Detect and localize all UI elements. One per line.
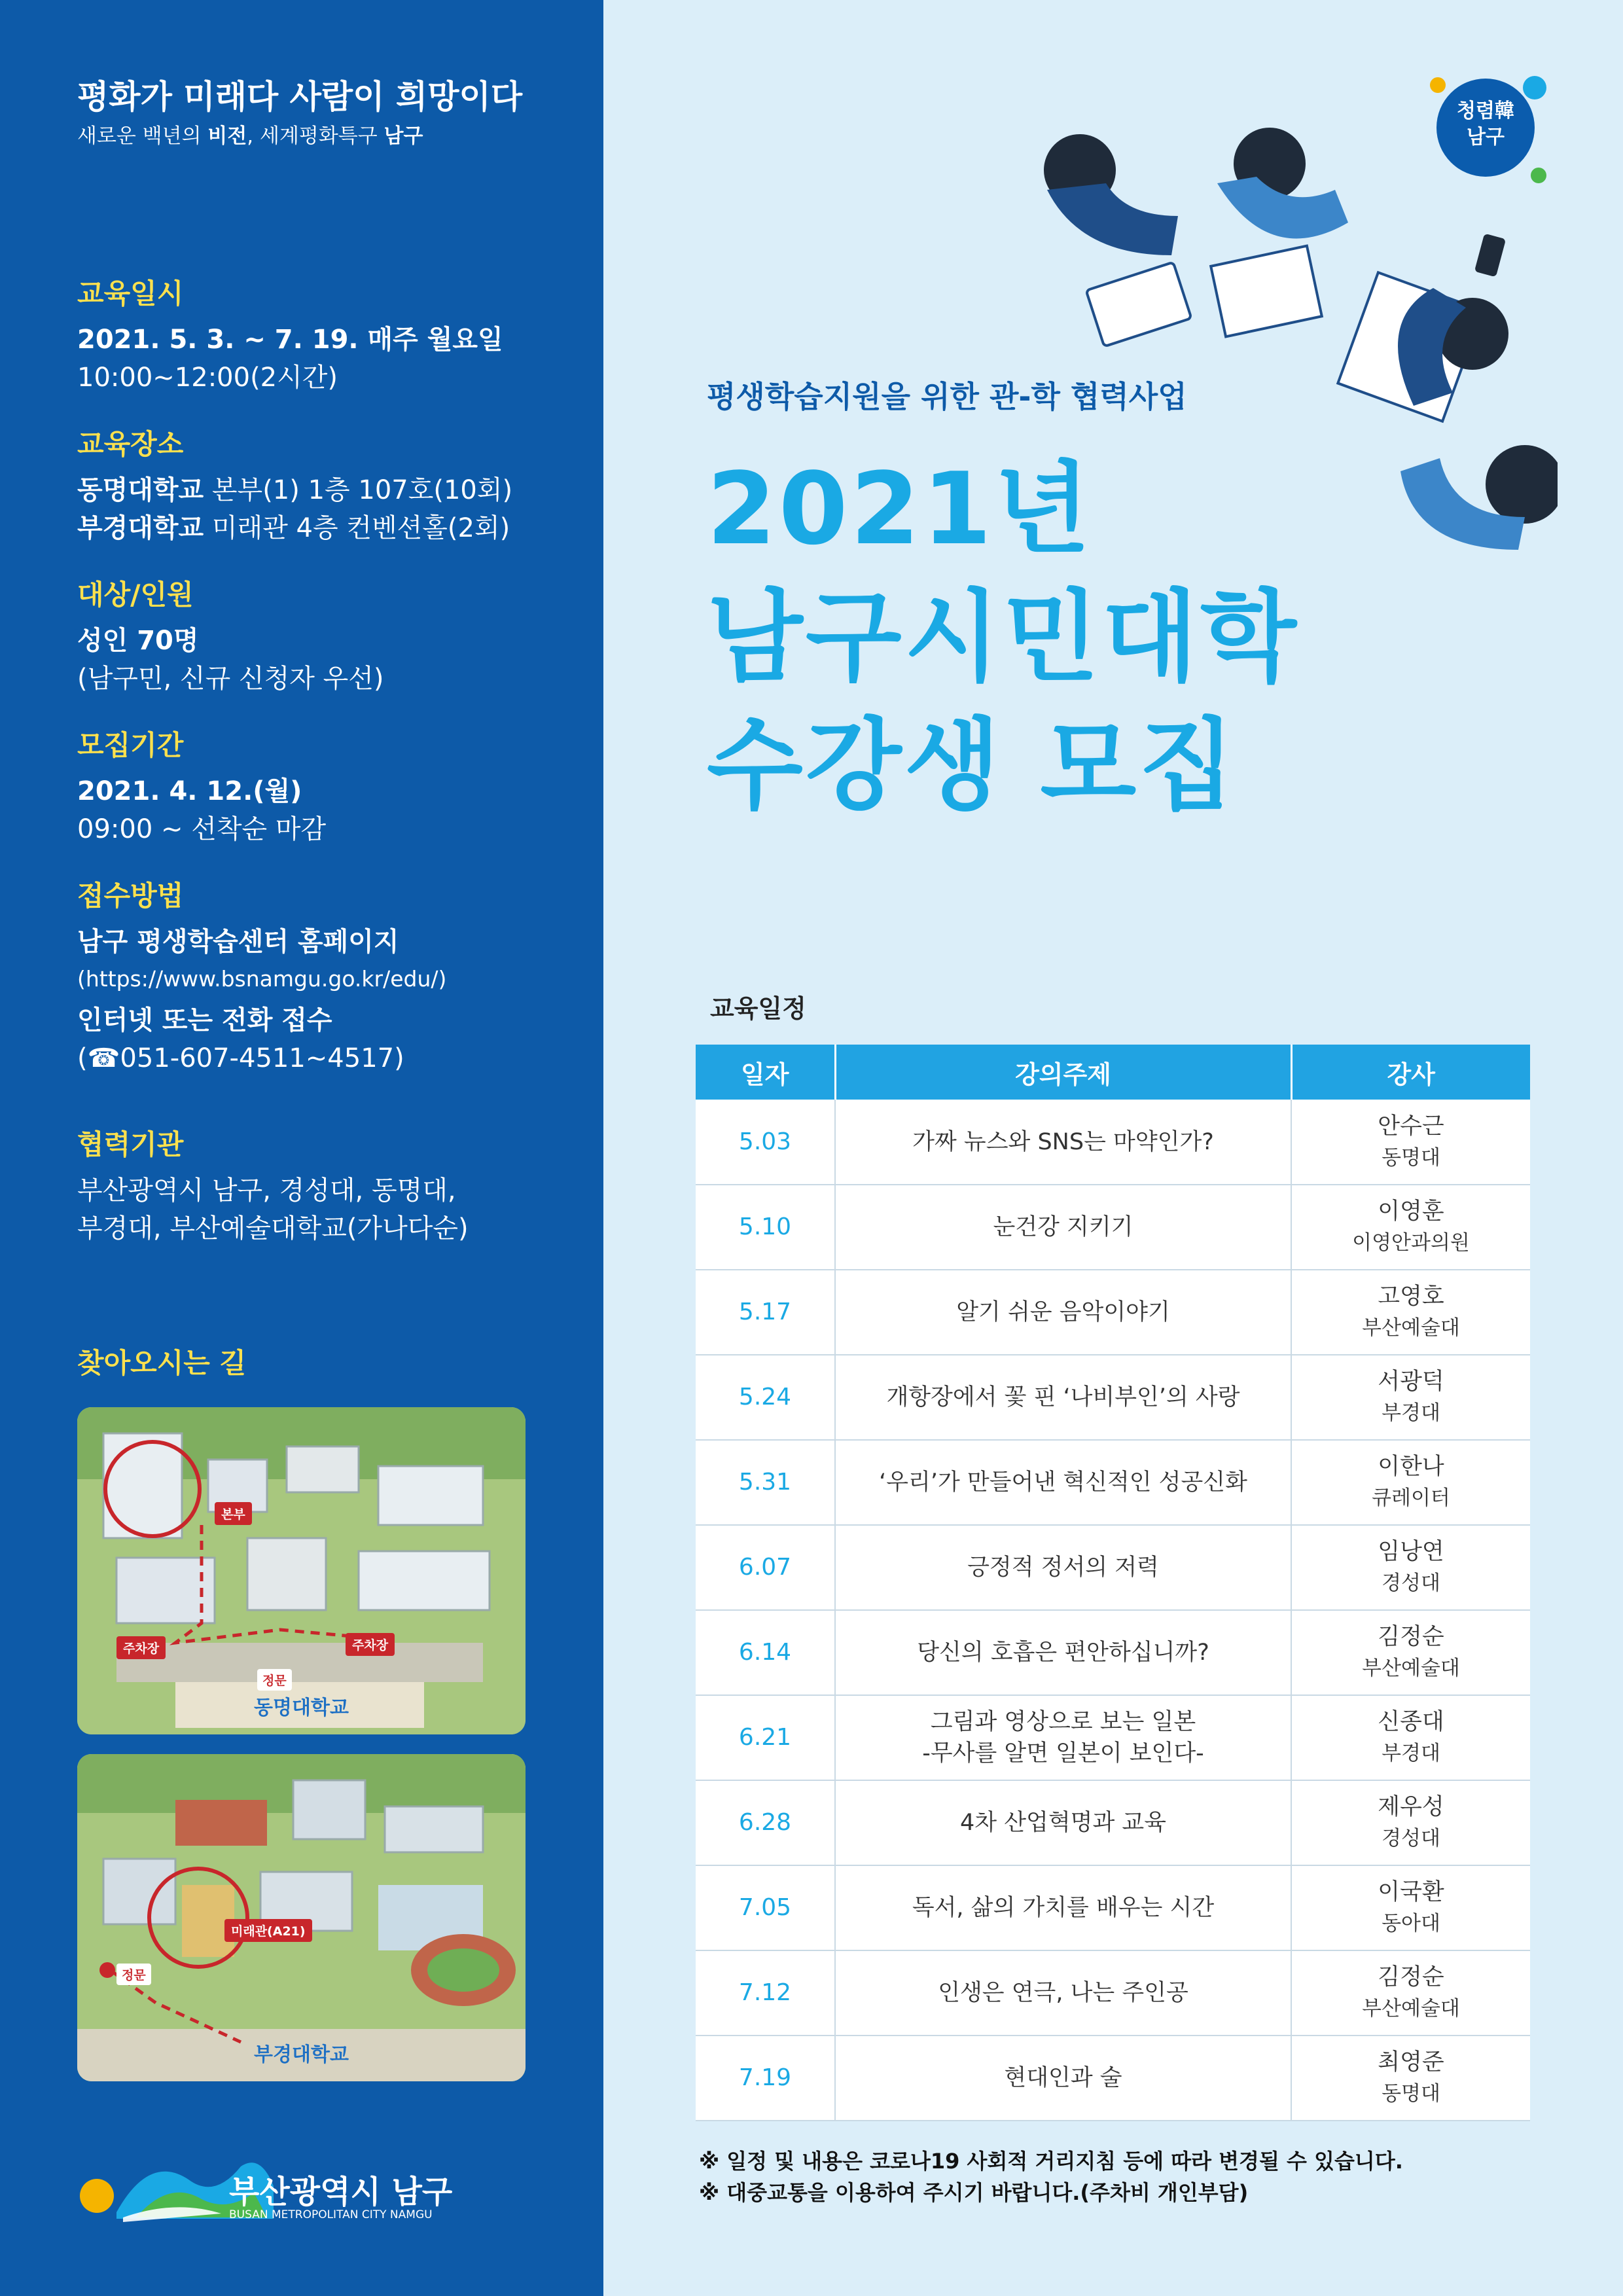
table-row [696, 1270, 1530, 1355]
teacher-name: 고영호 [1378, 1283, 1444, 1310]
topic-text: 눈건강 지키기 [993, 1214, 1133, 1240]
teacher-org: 부산예술대 [1362, 1657, 1460, 1680]
info-partners: 협력기관 부산광역시 남구, 경성대, 동명대, 부경대, 부산예술대학교(가나다순) [77, 1128, 469, 1244]
teacher-name: 김정순 [1378, 1624, 1444, 1650]
table-row [696, 1610, 1530, 1695]
row-teacher [1291, 1440, 1530, 1525]
row-teacher [1291, 1525, 1530, 1610]
map1-tag-gate: 정문 [257, 1669, 292, 1691]
topic-text: 알기 쉬운 음악이야기 [956, 1299, 1170, 1325]
teacher-org: 부경대 [1382, 1401, 1440, 1425]
col-date: 일자 [696, 1045, 835, 1100]
title-line-1: 2021년 [707, 451, 1093, 567]
row-date: 5.17 [696, 1270, 835, 1355]
row-date: 7.12 [696, 1950, 835, 2036]
topic-text: 가짜 뉴스와 SNS는 마약인가? [912, 1128, 1214, 1155]
row-date: 6.14 [696, 1610, 835, 1695]
table-row [696, 1525, 1530, 1610]
teacher-name: 서광덕 [1378, 1369, 1444, 1395]
teacher-name: 이영훈 [1378, 1198, 1444, 1225]
table-row [696, 1355, 1530, 1440]
note-2: ※ 대중교통을 이용하여 주시기 바랍니다.(주차비 개인부담) [699, 2180, 1249, 2205]
teacher-name: 최영준 [1378, 2049, 1444, 2075]
row-topic [835, 1355, 1291, 1440]
col-teacher: 강사 [1291, 1045, 1530, 1100]
title-line-2: 남구시민대학 [707, 579, 1299, 695]
row-date: 6.28 [696, 1780, 835, 1865]
teacher-name: 제우성 [1378, 1794, 1444, 1820]
row-teacher [1291, 1100, 1530, 1185]
directions-heading: 찾아오시는 길 [77, 1347, 247, 1379]
teacher-org: 부경대 [1382, 1742, 1440, 1765]
teacher-org: 동명대 [1382, 2082, 1440, 2106]
row-date: 5.24 [696, 1355, 835, 1440]
logo-name: 부산광역시 남구 [229, 2174, 453, 2210]
teacher-org: 동명대 [1382, 1145, 1440, 1170]
row-topic [835, 1525, 1291, 1610]
teacher-name: 김정순 [1378, 1964, 1444, 1990]
left-info-panel [0, 0, 603, 2296]
topic-text: 당신의 호흡은 편안하십니까? [917, 1640, 1209, 1666]
logo-english: BUSAN METROPOLITAN CITY NAMGU [229, 2208, 433, 2221]
teacher-org: 경성대 [1382, 1571, 1440, 1595]
table-row [696, 1780, 1530, 1865]
schedule-heading: 교육일정 [710, 994, 806, 1023]
row-teacher [1291, 2036, 1530, 2121]
info-period: 교육일시 2021. 5. 3. ~ 7. 19. 매주 월요일 10:00~12:00(2시간) [77, 278, 503, 393]
row-date: 5.31 [696, 1440, 835, 1525]
topic-text: 4차 산업혁명과 교육 [960, 1810, 1166, 1836]
table-row [696, 1865, 1530, 1950]
slogan: 평화가 미래다 사람이 희망이다 [77, 78, 523, 116]
teacher-name: 안수근 [1378, 1113, 1444, 1139]
row-teacher [1291, 1355, 1530, 1440]
teacher-org: 동아대 [1382, 1912, 1440, 1935]
topic-text: 긍정적 정서의 저력 [967, 1554, 1159, 1581]
info-apply: 접수방법 남구 평생학습센터 홈페이지 (https://www.bsnamgu.go.kr/edu/) 인터넷 또는 전화 접수 (☎051-607-4511~4517) [77, 880, 447, 1073]
topic-text: 현대인과 술 [1004, 2065, 1122, 2091]
row-date: 5.10 [696, 1185, 835, 1270]
map1-tag-parking-left: 주차장 [116, 1636, 166, 1659]
info-target: 대상/인원 성인 70명 (남구민, 신규 신청자 우선) [77, 579, 384, 694]
info-place: 교육장소 동명대학교 본부(1) 1층 107호(10회) 부경대학교 미래관 4층 컨벤션홀(2회) [77, 428, 513, 543]
table-row [696, 1695, 1530, 1780]
row-topic [835, 1865, 1291, 1950]
map1-caption: 동명대학교 [254, 1696, 349, 1719]
note-1: ※ 일정 및 내용은 코로나19 사회적 거리지침 등에 따라 변경될 수 있습니다. [699, 2149, 1403, 2174]
seal-line2: 남구 [1467, 126, 1505, 149]
map-dongmyung-illustration [77, 1407, 526, 1734]
teacher-org: 경성대 [1382, 1827, 1440, 1850]
row-topic [835, 1100, 1291, 1185]
row-topic [835, 1610, 1291, 1695]
map1-tag-parking-right: 주차장 [346, 1633, 395, 1656]
row-topic [835, 1695, 1291, 1780]
row-teacher [1291, 1610, 1530, 1695]
teacher-name: 신종대 [1378, 1709, 1444, 1735]
table-row [696, 1440, 1530, 1525]
info-recruit: 모집기간 2021. 4. 12.(월) 09:00 ~ 선착순 마감 [77, 729, 327, 844]
row-topic [835, 1270, 1291, 1355]
topic-subtext: -무사를 알면 일본이 보인다- [922, 1740, 1204, 1767]
title-line-3: 수강생 모집 [707, 708, 1238, 823]
row-teacher [1291, 1695, 1530, 1780]
row-topic [835, 1780, 1291, 1865]
row-date: 7.05 [696, 1865, 835, 1950]
teacher-name: 이한나 [1378, 1454, 1444, 1480]
row-topic [835, 1950, 1291, 2036]
row-topic [835, 2036, 1291, 2121]
teacher-name: 임낭연 [1378, 1539, 1444, 1565]
topic-text: 개항장에서 꽃 핀 ‘나비부인’의 사랑 [886, 1384, 1240, 1410]
row-date: 6.21 [696, 1695, 835, 1780]
row-topic [835, 1185, 1291, 1270]
topic-text: ‘우리’가 만들어낸 혁신적인 성공신화 [879, 1469, 1247, 1496]
row-teacher [1291, 1780, 1530, 1865]
teacher-name: 이국환 [1378, 1879, 1444, 1905]
table-row [696, 1100, 1530, 1185]
teacher-org: 부산예술대 [1362, 1316, 1460, 1340]
map-pukyong [77, 1754, 526, 2081]
topic-text: 독서, 삶의 가치를 배우는 시간 [912, 1895, 1215, 1921]
table-row [696, 1185, 1530, 1270]
map2-tag-gate: 정문 [116, 1964, 151, 1985]
row-teacher [1291, 1865, 1530, 1950]
map2-caption: 부경대학교 [254, 2043, 349, 2066]
map-pukyong-illustration [77, 1754, 526, 2081]
schedule-header-row [696, 1045, 1530, 1100]
project-subtitle: 평생학습지원을 위한 관-학 협력사업 [707, 379, 1187, 414]
main-title [707, 445, 1299, 830]
table-row [696, 1950, 1530, 2036]
row-teacher [1291, 1270, 1530, 1355]
row-date: 7.19 [696, 2036, 835, 2121]
slogan-sub: 새로운 백년의 비전, 세계평화특구 남구 [77, 124, 423, 148]
schedule-table [696, 1045, 1530, 2121]
row-date: 6.07 [696, 1525, 835, 1610]
row-date: 5.03 [696, 1100, 835, 1185]
map-dongmyung [77, 1407, 526, 1734]
map2-tag-building: 미래관(A21) [224, 1919, 312, 1942]
notes [699, 2145, 1403, 2208]
teacher-org: 큐레이터 [1372, 1486, 1450, 1510]
topic-text: 그림과 영상으로 보는 일본 [930, 1709, 1196, 1735]
schedule-body [696, 1100, 1530, 2121]
col-topic: 강의주제 [835, 1045, 1291, 1100]
seal-line1: 청렴韓 [1457, 99, 1514, 122]
table-row [696, 2036, 1530, 2121]
map1-tag-hq: 본부 [215, 1502, 252, 1525]
integrity-seal [1436, 79, 1535, 177]
row-teacher [1291, 1950, 1530, 2036]
teacher-org: 이영안과의원 [1352, 1231, 1470, 1255]
row-topic [835, 1440, 1291, 1525]
topic-text: 인생은 연극, 나는 주인공 [938, 1980, 1188, 2006]
teacher-org: 부산예술대 [1362, 1997, 1460, 2020]
row-teacher [1291, 1185, 1530, 1270]
